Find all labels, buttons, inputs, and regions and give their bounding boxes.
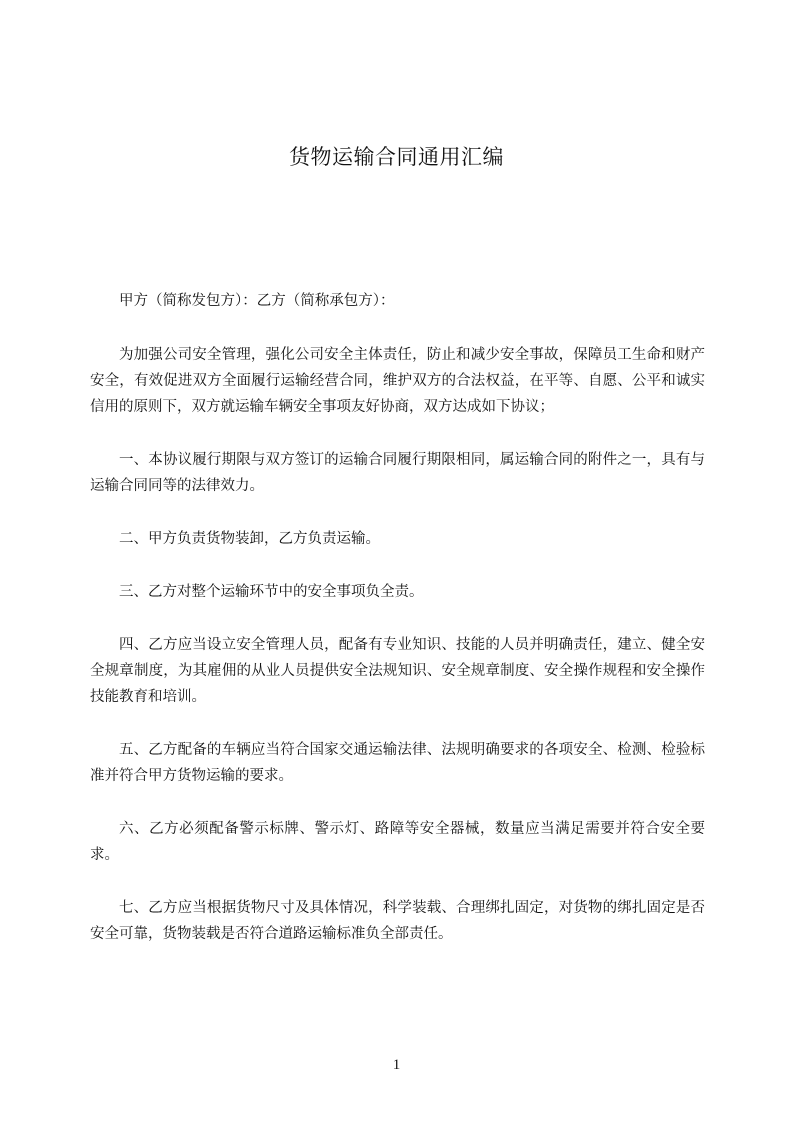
- clause-6: 六、乙方必须配备警示标牌、警示灯、路障等安全器械，数量应当满足需要并符合安全要求。: [90, 821, 705, 863]
- clause-5: 五、乙方配备的车辆应当符合国家交通运输法律、法规明确要求的各项安全、检测、检验标准并符合甲方货物运输的要求。: [90, 742, 705, 784]
- page-number: 1: [392, 1057, 401, 1073]
- clause-2: 二、甲方负责货物装卸，乙方负责运输。: [119, 531, 380, 547]
- clause-3: 三、乙方对整个运输环节中的安全事项负全责。: [119, 584, 424, 600]
- document-body: [90, 288, 705, 947]
- clause-7: 七、乙方应当根据货物尺寸及具体情况，科学装载、合理绑扎固定，对货物的绑扎固定是否安全可靠，货物装载是否符合道路运输标准负全部责任。: [90, 900, 705, 942]
- document-title: 货物运输合同通用汇编: [289, 145, 504, 169]
- clause-4: 四、乙方应当设立安全管理人员，配备有专业知识、技能的人员并明确责任，建立、健全安全规章制度，为其雇佣的从业人员提供安全法规知识、安全规章制度、安全操作规程和安全操作技能教育和培训。: [90, 637, 705, 705]
- parties-line: 甲方（简称发包方）：乙方（简称承包方）：: [119, 293, 395, 309]
- clause-1: 一、本协议履行期限与双方签订的运输合同履行期限相同，属运输合同的附件之一，具有与运输合同同等的法律效力。: [90, 452, 705, 494]
- intro-paragraph: 为加强公司安全管理，强化公司安全主体责任，防止和减少安全事故，保障员工生命和财产安全，有效促进双方全面履行运输经营合同，维护双方的合法权益，在平等、自愿、公平和诚实信用的原则下，双方就运输车辆安全事项友好协商，双方达成如下协议；: [90, 347, 705, 415]
